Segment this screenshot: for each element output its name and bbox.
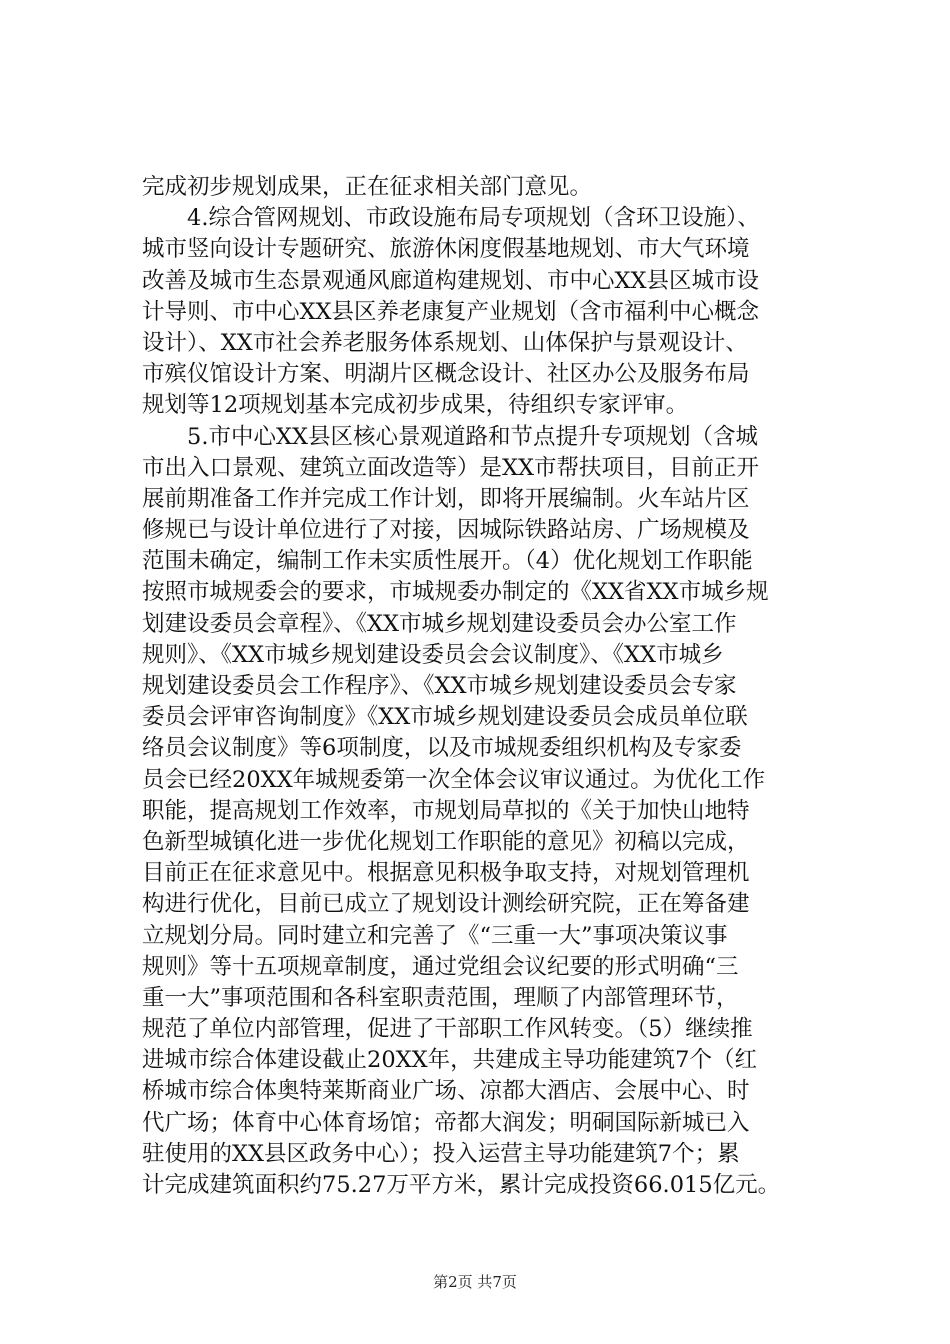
text-line: 重一大”事项范围和各科室职责范围，理顺了内部管理环节，	[142, 984, 739, 1011]
text-line: 计完成建筑面积约75.27万平方米，累计完成投资66.015亿元。	[142, 1172, 781, 1198]
page-footer: 第2页 共7页	[433, 1273, 517, 1291]
text-line: 目前正在征求意见中。根据意见积极争取支持，对规划管理机	[142, 860, 750, 887]
text-line: 设计）、XX市社会养老服务体系规划、山体保护与景观设计、	[142, 329, 748, 356]
text-line: 驻使用的XX县区政务中心）；投入运营主导功能建筑7个；累	[142, 1140, 740, 1167]
text-line: 员会已经20XX年城规委第一次全体会议审议通过。为优化工作	[142, 766, 766, 793]
text-line: 色新型城镇化进一步优化规划工作职能的意见》初稿以完成，	[142, 828, 750, 855]
text-line: 修规已与设计单位进行了对接，因城际铁路站房、广场规模及	[142, 517, 750, 544]
text-line: 展前期准备工作并完成工作计划，即将开展编制。火车站片区	[142, 485, 750, 512]
text-line: 规范了单位内部管理，促进了干部职工作风转变。（5）继续推	[142, 1016, 753, 1043]
text-line: 规划建设委员会工作程序》、《XX市城乡规划建设委员会专家	[142, 673, 737, 699]
text-line: 规则》等十五项规章制度，通过党组会议纪要的形式明确“三	[142, 953, 739, 980]
document-body	[142, 172, 860, 1201]
text-line: 范围未确定，编制工作未实质性展开。（4）优化规划工作职能	[142, 548, 753, 575]
text-line: 完成初步规划成果，正在征求相关部门意见。	[142, 174, 593, 200]
text-line: 规则》、《XX市城乡规划建设委员会会议制度》、《XX市城乡	[142, 641, 724, 668]
text-line: 市殡仪馆设计方案、明湖片区概念设计、社区办公及服务布局	[142, 361, 750, 388]
text-line: 代广场；体育中心体育场馆；帝都大润发；明硐国际新城已入	[142, 1109, 750, 1136]
text-line: 进城市综合体建设截止20XX年，共建成主导功能建筑7个（红	[142, 1047, 757, 1074]
text-line: 计导则、市中心XX县区养老康复产业规划（含市福利中心概念	[142, 298, 760, 325]
text-line: 城市竖向设计专题研究、旅游休闲度假基地规划、市大气环境	[142, 236, 750, 263]
text-line: 5.市中心XX县区核心景观道路和节点提升专项规划（含城	[142, 423, 759, 450]
text-line: 划建设委员会章程》、《XX市城乡规划建设委员会办公室工作	[142, 610, 737, 637]
text-line: 委员会评审咨询制度》《XX市城乡规划建设委员会成员单位联	[142, 704, 748, 731]
text-line: 立规划分局。同时建立和完善了《“三重一大”事项决策议事	[142, 922, 728, 949]
text-line: 4.综合管网规划、市政设施布局专项规划（含环卫设施）、	[142, 205, 760, 232]
text-line: 改善及城市生态景观通风廊道构建规划、市中心XX县区城市设	[142, 267, 760, 294]
text-line: 职能，提高规划工作效率，市规划局草拟的《关于加快山地特	[142, 797, 750, 824]
text-line: 构进行优化，目前已成立了规划设计测绘研究院，正在筹备建	[142, 891, 750, 918]
text-line: 按照市城规委会的要求，市城规委办制定的《XX省XX市城乡规	[142, 579, 769, 606]
text-line: 规划等12项规划基本完成初步成果，待组织专家评审。	[142, 392, 689, 419]
text-line: 市出入口景观、建筑立面改造等）是XX市帮扶项目，目前正开	[142, 454, 760, 481]
text-line: 络员会议制度》等6项制度，以及市城规委组织机构及专家委	[142, 735, 742, 762]
text-line: 桥城市综合体奥特莱斯商业广场、凉都大酒店、会展中心、时	[142, 1078, 750, 1105]
